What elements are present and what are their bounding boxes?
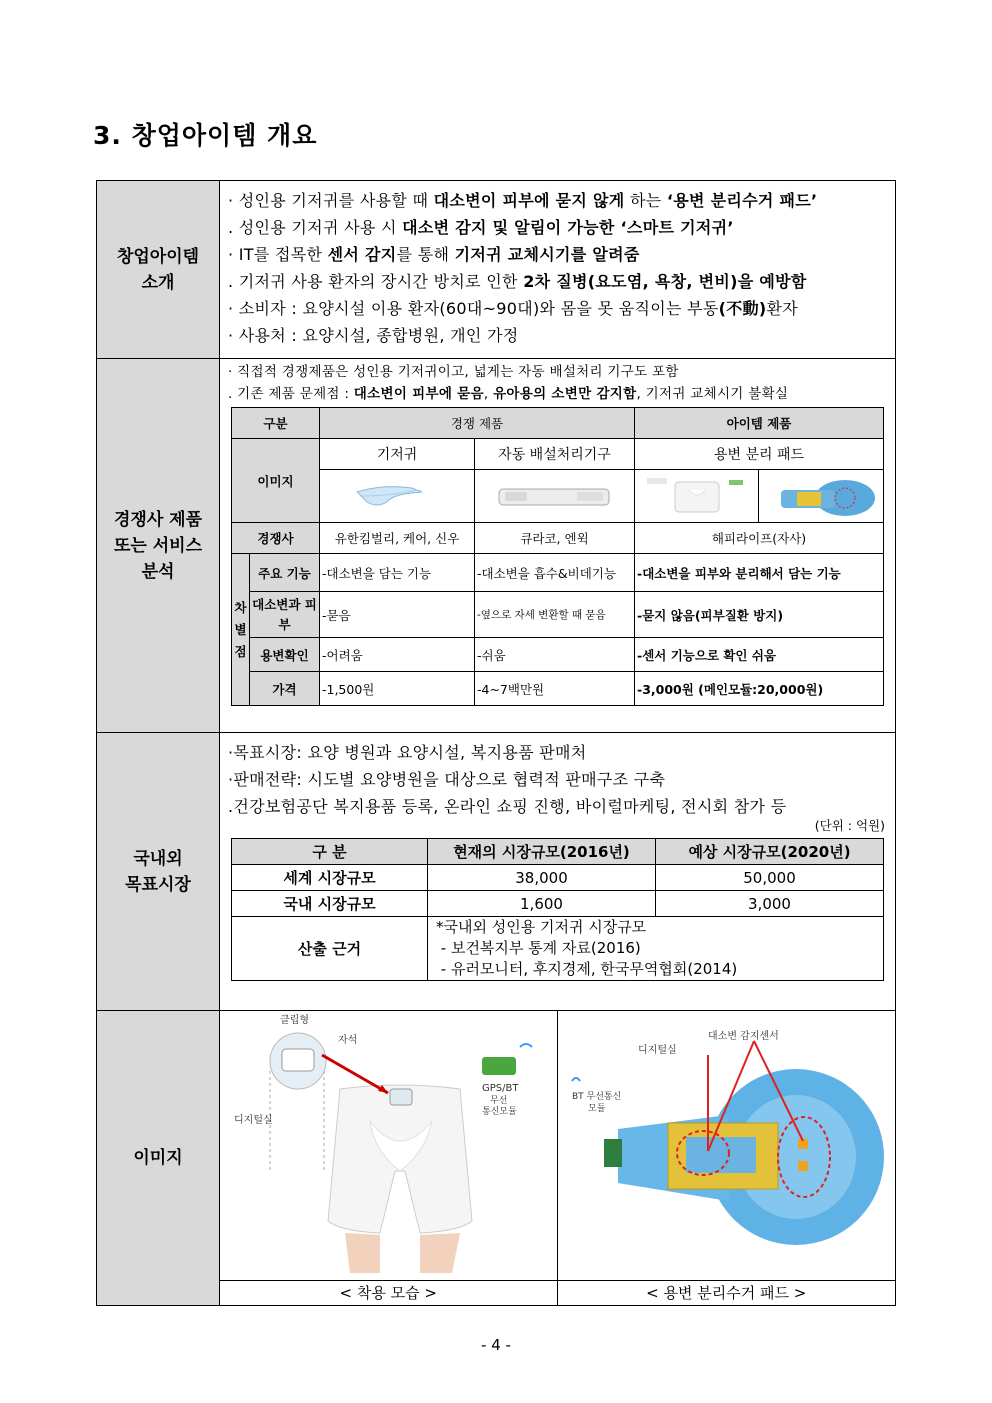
annotation: 디지털실	[637, 1045, 677, 1056]
diff-cell: -대소변을 담는 기능	[320, 554, 475, 592]
market-row-label: 국내 시장규모	[232, 891, 428, 917]
basis-label: 산출 근거	[232, 917, 428, 981]
header-competitor: 경쟁 제품	[320, 408, 635, 439]
text-line: · 사용처 : 요양시설, 종합병원, 개인 가정	[228, 326, 519, 345]
pad-diagram-thumbnail	[761, 472, 882, 520]
diaper-image	[320, 470, 475, 523]
text-line: ·목표시장: 요양 병원과 요양시설, 복지용품 판매처	[228, 743, 587, 762]
competitor-table	[231, 407, 884, 706]
header-gubun: 구분	[232, 408, 320, 439]
diff-row-label: 대소변과 피부	[250, 592, 320, 638]
company-pad: 해피라이프(자사)	[635, 523, 884, 554]
pad-caption: < 용변 분리수거 패드 >	[557, 1281, 895, 1306]
unit-note: (단위 : 억원)	[814, 818, 885, 833]
diff-cell: -묻음	[320, 592, 475, 638]
annotation: 통신모듈	[482, 1107, 517, 1117]
diff-row-label: 용변확인	[250, 638, 320, 672]
text-line: · 소비자 : 요양시설 이용 환자(60대~90대)와 몸을 못 움직이는 부동(不動)환자	[228, 299, 798, 318]
diff-cell: -4~7백만원	[475, 672, 635, 706]
annotation: BT 무선통신	[571, 1092, 621, 1102]
text-line: . 성인용 기저귀 사용 시 대소변 감지 및 알림이 가능한 ‘스마트 기저귀’	[228, 218, 734, 237]
annotation: 자석	[338, 1035, 358, 1046]
text-line: . 기저귀 사용 환자의 장시간 방치로 인한 2차 질병(요도염, 욕창, 변비)을 예방함	[228, 272, 807, 291]
row-image-label: 이미지	[232, 439, 320, 523]
wear-caption: < 착용 모습 >	[220, 1281, 557, 1306]
text-line: · IT를 접목한 센서 감지를 통해 기저귀 교체시기를 알려줌	[228, 245, 640, 264]
diff-cell-item: -센서 기능으로 확인 쉬움	[635, 638, 884, 672]
market-header: 예상 시장규모(2020년)	[656, 839, 884, 865]
text-line: ·판매전략: 시도별 요양병원을 대상으로 협력적 판매구조 구축	[228, 770, 666, 789]
market-header: 현재의 시장규모(2016년)	[428, 839, 656, 865]
auto-device-illustration	[477, 472, 632, 520]
pad-diagram-image	[759, 470, 884, 523]
diff-cell: -대소변을 흡수&비데기능	[475, 554, 635, 592]
col-auto: 자동 배설처리기구	[475, 439, 635, 470]
market-table	[231, 838, 884, 981]
market-label: 국내외 목표시장	[97, 733, 220, 1011]
company-diaper: 유한킴벌리, 케어, 신우	[320, 523, 475, 554]
diff-row-label: 주요 기능	[250, 554, 320, 592]
competitor-label: 경쟁사 제품 또는 서비스 분석	[97, 359, 220, 733]
pad-wear-thumbnail	[637, 472, 757, 520]
market-value: 3,000	[656, 891, 884, 917]
diff-cell: -1,500원	[320, 672, 475, 706]
annotation: 모듈	[587, 1104, 605, 1114]
intro-lines	[220, 181, 895, 353]
company-auto: 큐라코, 엔윅	[475, 523, 635, 554]
basis-text: *국내외 성인용 기저귀 시장규모 - 보건복지부 통계 자료(2016) - 유러모니터, 후지경제, 한국무역협회(2014)	[428, 917, 884, 981]
row-company-label: 경쟁사	[232, 523, 320, 554]
text-line: .건강보험공단 복지용품 등록, 온라인 쇼핑 진행, 바이럴마케팅, 전시회 참가 등	[228, 797, 787, 816]
diff-cell-item: -묻지 않음(피부질환 방지)	[635, 592, 884, 638]
diff-row-label: 가격	[250, 672, 320, 706]
market-lines	[220, 733, 895, 820]
text-line: · 직접적 경쟁제품은 성인용 기저귀이고, 넓게는 자동 배설처리 기구도 포함	[228, 364, 679, 380]
wear-image	[220, 1011, 557, 1281]
market-value: 38,000	[428, 865, 656, 891]
annotation: 클립형	[280, 1015, 309, 1026]
diff-cell-item: -대소변을 피부와 분리해서 담는 기능	[635, 554, 884, 592]
page-number: - 4 -	[481, 1336, 511, 1354]
section-title: 3. 창업아이템 개요	[93, 121, 318, 150]
diff-label: 차 별 점	[232, 554, 250, 706]
market-row-label: 세계 시장규모	[232, 865, 428, 891]
col-diaper: 기저귀	[320, 439, 475, 470]
auto-device-image	[475, 470, 635, 523]
annotation: 무선	[490, 1096, 508, 1106]
images-label: 이미지	[97, 1011, 220, 1306]
annotation: GPS/BT	[482, 1083, 519, 1094]
intro-label: 창업아이템 소개	[97, 181, 220, 359]
header-item: 아이템 제품	[635, 408, 884, 439]
overview-table	[96, 180, 896, 1306]
text-line: · 성인용 기저귀를 사용할 때 대소변이 피부에 묻지 않게 하는 ‘용변 분리수거 패드’	[228, 191, 818, 210]
wear-illustration	[220, 1011, 556, 1280]
diff-cell-item: -3,000원 (메인모듈:20,000원)	[635, 672, 884, 706]
market-header: 구 분	[232, 839, 428, 865]
competitor-lines	[220, 359, 895, 405]
pad-wear-image	[635, 470, 759, 523]
market-value: 50,000	[656, 865, 884, 891]
diff-cell: -어려움	[320, 638, 475, 672]
annotation: 대소변 감지센서	[707, 1031, 779, 1042]
diff-cell: -옆으로 자세 변환할 때 묻음	[475, 592, 635, 638]
market-value: 1,600	[428, 891, 656, 917]
images-grid	[220, 1011, 895, 1305]
pad-image	[557, 1011, 895, 1281]
text-line: . 기존 제품 문제점 : 대소변이 피부에 묻음, 유아용의 소변만 감지함, 기저귀 교체시기 불확실	[228, 386, 789, 402]
diff-cell: -쉬움	[475, 638, 635, 672]
diaper-illustration	[322, 472, 472, 520]
pad-illustration	[558, 1011, 895, 1280]
annotation: 디지털실	[234, 1115, 273, 1126]
col-pad: 용변 분리 패드	[635, 439, 884, 470]
